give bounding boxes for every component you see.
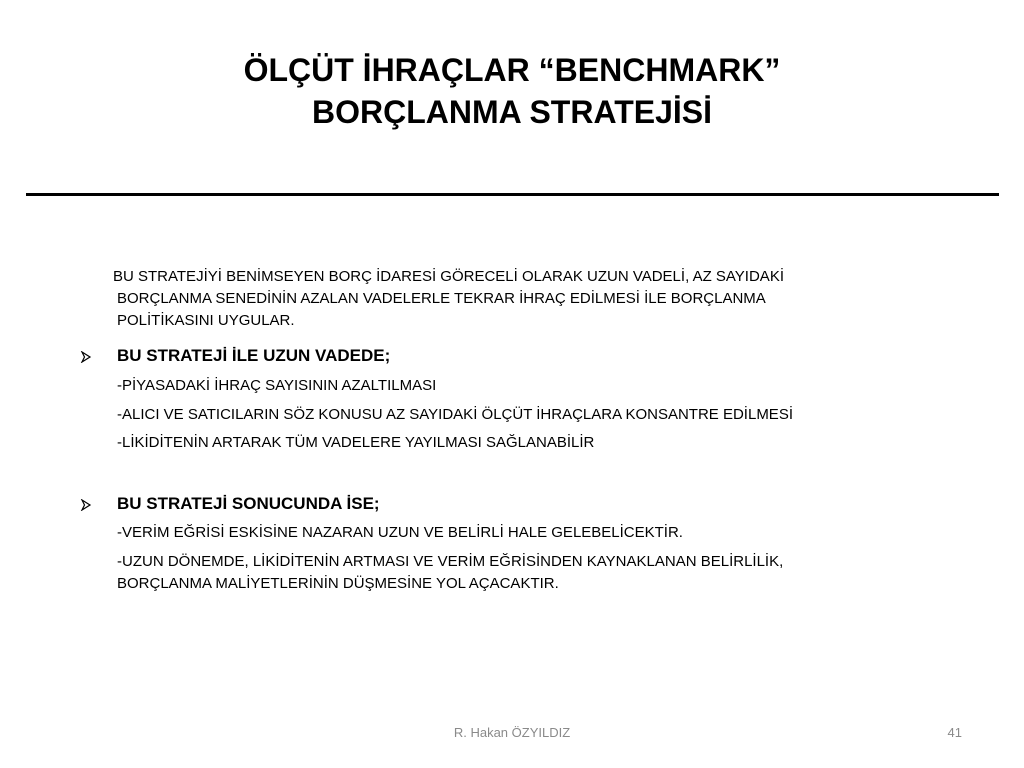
slide-title-line-2: BORÇLANMA STRATEJİSİ bbox=[312, 94, 712, 130]
section-1-item: -ALICI VE SATICILARIN SÖZ KONUSU AZ SAYIDAKİ ÖLÇÜT İHRAÇLARA KONSANTRE EDİLMESİ bbox=[117, 406, 793, 423]
page-number: 41 bbox=[947, 725, 962, 740]
footer-author: R. Hakan ÖZYILDIZ bbox=[453, 725, 571, 740]
section-2-item: -UZUN DÖNEMDE, LİKİDİTENİN ARTMASI VE VERİM EĞRİSİNDEN KAYNAKLANAN BELİRLİLİK, bbox=[117, 553, 784, 570]
section-1-list-2 bbox=[117, 404, 793, 426]
arrowhead-bullet-icon bbox=[80, 499, 92, 511]
section-2-item: BORÇLANMA MALİYETLERİNİN DÜŞMESİNE YOL AÇACAKTIR. bbox=[117, 575, 559, 592]
section-2-list-2 bbox=[117, 551, 783, 595]
intro-paragraph bbox=[113, 266, 784, 332]
section-1-item: -PİYASADAKİ İHRAÇ SAYISININ AZALTILMASI bbox=[117, 377, 437, 394]
section-2-heading: BU STRATEJİ SONUCUNDA İSE; bbox=[117, 494, 380, 513]
slide-title-line-1: ÖLÇÜT İHRAÇLAR “BENCHMARK” bbox=[243, 52, 781, 88]
intro-line-1: BU STRATEJİYİ BENİMSEYEN BORÇ İDARESİ GÖRECELİ OLARAK UZUN VADELİ, AZ SAYIDAKİ bbox=[113, 268, 784, 285]
section-1-heading: BU STRATEJİ İLE UZUN VADEDE; bbox=[117, 346, 391, 365]
arrowhead-bullet-icon bbox=[80, 351, 92, 363]
section-1-list-3 bbox=[117, 432, 594, 454]
section-1-list bbox=[117, 375, 436, 397]
intro-line-2: BORÇLANMA SENEDİNİN AZALAN VADELERLE TEKRAR İHRAÇ EDİLMESİ İLE BORÇLANMA bbox=[117, 290, 766, 307]
section-2-list bbox=[117, 522, 683, 544]
section-1-item: -LİKİDİTENİN ARTARAK TÜM VADELERE YAYILMASI SAĞLANABİLİR bbox=[117, 434, 595, 451]
intro-line-3: POLİTİKASINI UYGULAR. bbox=[117, 312, 295, 329]
section-2-item: -VERİM EĞRİSİ ESKİSİNE NAZARAN UZUN VE BELİRLİ HALE GELEBELİCEKTİR. bbox=[117, 524, 683, 541]
